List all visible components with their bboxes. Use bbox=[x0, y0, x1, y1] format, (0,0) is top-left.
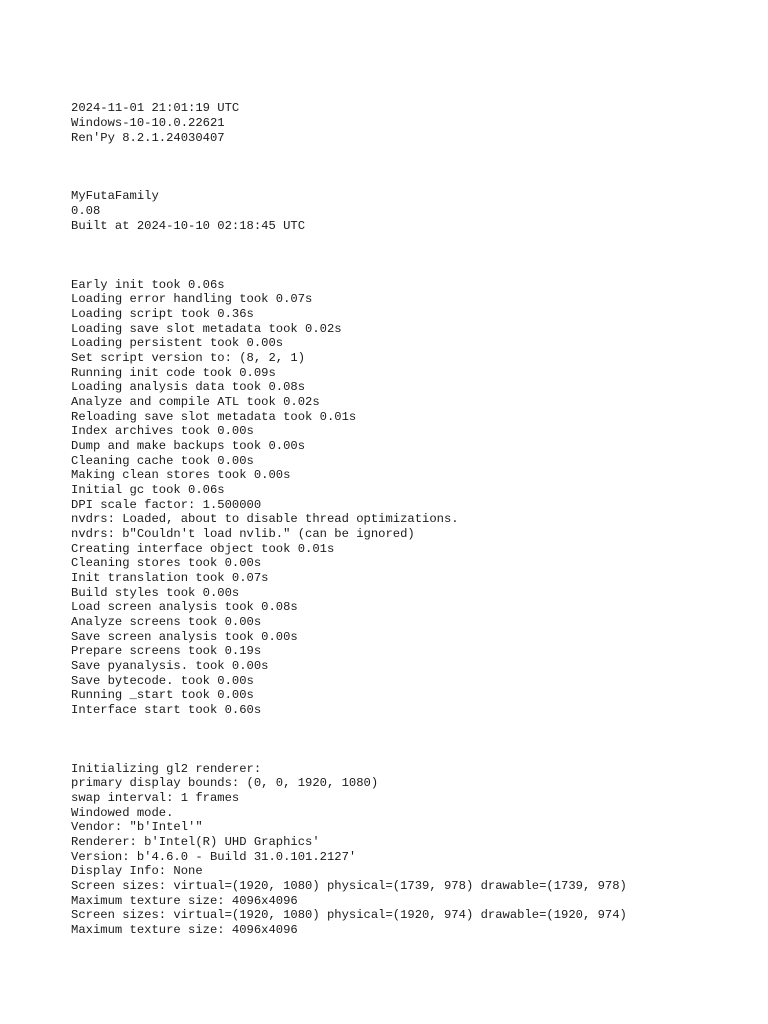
log-line: Maximum texture size: 4096x4096 bbox=[71, 893, 298, 908]
log-line: Save bytecode. took 0.00s bbox=[71, 673, 254, 688]
log-line: Initializing gl2 renderer: bbox=[71, 761, 262, 776]
log-section-header bbox=[71, 101, 761, 145]
log-line: Interface start took 0.60s bbox=[71, 702, 262, 717]
log-line: Save screen analysis took 0.00s bbox=[71, 629, 298, 644]
log-line: Initial gc took 0.06s bbox=[71, 482, 225, 497]
log-line: Reloading save slot metadata took 0.01s bbox=[71, 409, 357, 424]
log-line: Init translation took 0.07s bbox=[71, 570, 269, 585]
log-line: Index archives took 0.00s bbox=[71, 424, 254, 439]
log-line: Running init code took 0.09s bbox=[71, 365, 276, 380]
log-line: Renderer: b'Intel(R) UHD Graphics' bbox=[71, 835, 320, 850]
log-line: primary display bounds: (0, 0, 1920, 1080) bbox=[71, 776, 379, 791]
log-line: MyFutaFamily bbox=[71, 189, 159, 204]
log-line: Loading persistent took 0.00s bbox=[71, 336, 284, 351]
log-line: Display Info: None bbox=[71, 864, 203, 879]
log-line: Version: b'4.6.0 - Build 31.0.101.2127' bbox=[71, 849, 357, 864]
log-line: Vendor: "b'Intel'" bbox=[71, 820, 203, 835]
log-document bbox=[71, 72, 761, 967]
log-line: 0.08 bbox=[71, 204, 101, 219]
log-line: Maximum texture size: 4096x4096 bbox=[71, 923, 298, 938]
log-line: Loading analysis data took 0.08s bbox=[71, 380, 306, 395]
log-line: Screen sizes: virtual=(1920, 1080) physical=(1920, 974) drawable=(1920, 974) bbox=[71, 908, 627, 923]
log-line: Screen sizes: virtual=(1920, 1080) physical=(1739, 978) drawable=(1739, 978) bbox=[71, 879, 627, 894]
log-line: Dump and make backups took 0.00s bbox=[71, 438, 306, 453]
log-line: Built at 2024-10-10 02:18:45 UTC bbox=[71, 218, 306, 233]
log-section-game-info bbox=[71, 189, 761, 233]
log-line: Running _start took 0.00s bbox=[71, 688, 254, 703]
log-line: Windows-10-10.0.22621 bbox=[71, 116, 225, 131]
log-line: Build styles took 0.00s bbox=[71, 585, 240, 600]
log-section-startup-timings bbox=[71, 278, 761, 718]
log-line: Cleaning cache took 0.00s bbox=[71, 453, 254, 468]
log-line: Loading error handling took 0.07s bbox=[71, 292, 313, 307]
log-line: nvdrs: Loaded, about to disable thread optimizations. bbox=[71, 512, 459, 527]
log-line: Analyze screens took 0.00s bbox=[71, 614, 262, 629]
log-line: Loading script took 0.36s bbox=[71, 306, 254, 321]
log-line: Prepare screens took 0.19s bbox=[71, 644, 262, 659]
log-line: nvdrs: b"Couldn't load nvlib." (can be ignored) bbox=[71, 526, 415, 541]
log-section-renderer-info bbox=[71, 762, 761, 938]
log-line: Cleaning stores took 0.00s bbox=[71, 556, 262, 571]
log-line: Analyze and compile ATL took 0.02s bbox=[71, 394, 320, 409]
log-line: Save pyanalysis. took 0.00s bbox=[71, 658, 269, 673]
log-line: Creating interface object took 0.01s bbox=[71, 541, 335, 556]
log-line: Loading save slot metadata took 0.02s bbox=[71, 321, 342, 336]
log-line: swap interval: 1 frames bbox=[71, 791, 240, 806]
log-line: Load screen analysis took 0.08s bbox=[71, 600, 298, 615]
log-line: Windowed mode. bbox=[71, 805, 174, 820]
log-line: Ren'Py 8.2.1.24030407 bbox=[71, 130, 225, 145]
log-line: DPI scale factor: 1.500000 bbox=[71, 497, 262, 512]
log-line: Set script version to: (8, 2, 1) bbox=[71, 350, 306, 365]
log-line: Early init took 0.06s bbox=[71, 277, 225, 292]
log-line: Making clean stores took 0.00s bbox=[71, 468, 291, 483]
log-line: 2024-11-01 21:01:19 UTC bbox=[71, 101, 240, 116]
